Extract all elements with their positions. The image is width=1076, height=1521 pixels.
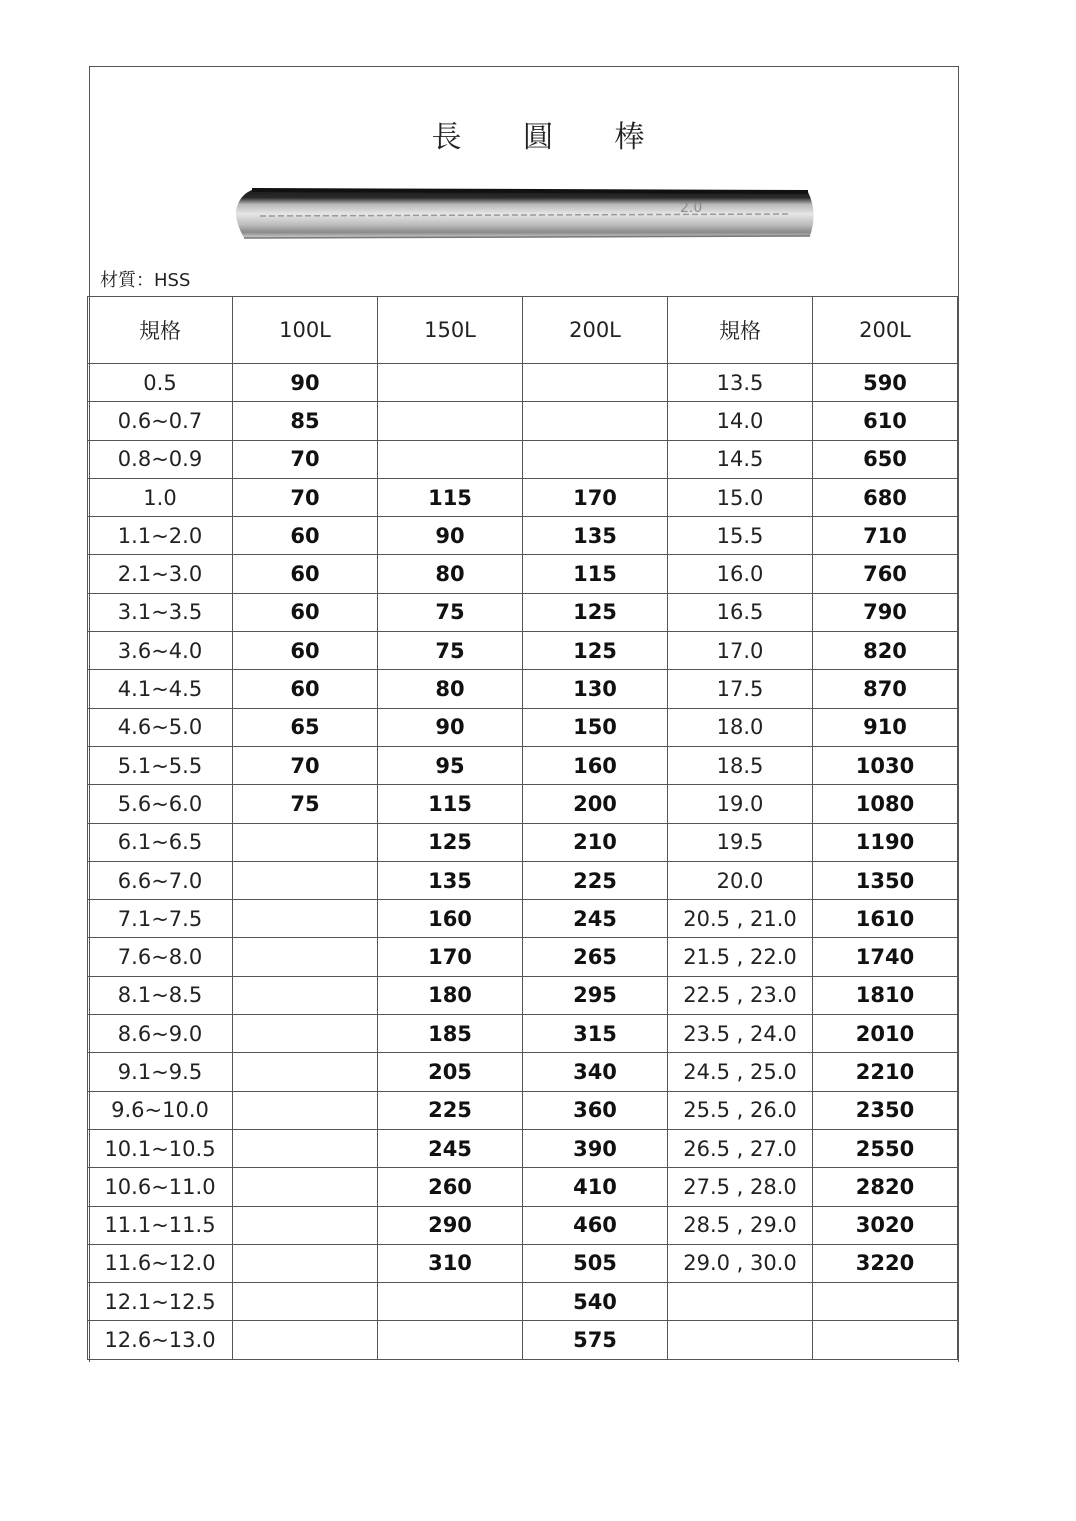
table-row <box>88 478 958 516</box>
cell-spec: 7.1~7.5 <box>88 900 233 938</box>
cell-price-150l: 90 <box>378 517 523 555</box>
table-row <box>88 823 958 861</box>
cell-price-150l: 115 <box>378 785 523 823</box>
cell-price-150l: 260 <box>378 1168 523 1206</box>
table-row <box>88 1129 958 1167</box>
header-spec-2: 規格 <box>668 297 813 364</box>
cell-spec-2: 26.5 , 27.0 <box>668 1129 813 1167</box>
cell-spec-2: 19.0 <box>668 785 813 823</box>
cell-price-200l-2: 2550 <box>813 1129 958 1167</box>
cell-price-200l: 130 <box>523 670 668 708</box>
table-row <box>88 440 958 478</box>
table-row <box>88 1321 958 1359</box>
cell-price-200l-2: 870 <box>813 670 958 708</box>
cell-price-200l <box>523 440 668 478</box>
cell-spec-2: 22.5 , 23.0 <box>668 976 813 1014</box>
cell-price-150l <box>378 364 523 402</box>
table-row <box>88 785 958 823</box>
table-row <box>88 364 958 402</box>
page-title: 長 圓 棒 <box>431 120 671 155</box>
cell-spec-2: 20.0 <box>668 861 813 899</box>
table-row <box>88 938 958 976</box>
cell-spec-2: 18.0 <box>668 708 813 746</box>
cell-price-100l <box>233 823 378 861</box>
cell-price-150l: 75 <box>378 593 523 631</box>
cell-price-200l: 115 <box>523 555 668 593</box>
cell-price-200l: 125 <box>523 593 668 631</box>
cell-spec: 11.6~12.0 <box>88 1244 233 1282</box>
cell-spec: 0.5 <box>88 364 233 402</box>
cell-spec: 5.6~6.0 <box>88 785 233 823</box>
cell-price-150l: 80 <box>378 555 523 593</box>
cell-price-200l: 135 <box>523 517 668 555</box>
cell-spec-2: 21.5 , 22.0 <box>668 938 813 976</box>
table-row <box>88 1244 958 1282</box>
cell-price-150l: 75 <box>378 632 523 670</box>
cell-price-200l: 460 <box>523 1206 668 1244</box>
cell-price-200l: 575 <box>523 1321 668 1359</box>
cell-price-100l: 60 <box>233 632 378 670</box>
price-table <box>87 296 958 1360</box>
cell-spec: 7.6~8.0 <box>88 938 233 976</box>
cell-spec-2: 25.5 , 26.0 <box>668 1091 813 1129</box>
cell-spec: 1.1~2.0 <box>88 517 233 555</box>
cell-spec: 0.6~0.7 <box>88 402 233 440</box>
cell-spec: 6.6~7.0 <box>88 861 233 899</box>
cell-spec: 3.1~3.5 <box>88 593 233 631</box>
cell-price-200l: 160 <box>523 746 668 784</box>
cell-spec: 8.6~9.0 <box>88 1015 233 1053</box>
cell-price-200l: 315 <box>523 1015 668 1053</box>
cell-price-150l <box>378 1321 523 1359</box>
cell-spec-2: 27.5 , 28.0 <box>668 1168 813 1206</box>
cell-price-200l: 265 <box>523 938 668 976</box>
cell-price-200l-2: 2820 <box>813 1168 958 1206</box>
cell-price-100l <box>233 1091 378 1129</box>
table-row <box>88 670 958 708</box>
cell-price-200l-2: 760 <box>813 555 958 593</box>
cell-price-200l-2: 1610 <box>813 900 958 938</box>
table-header-row <box>88 297 958 364</box>
cell-price-100l: 60 <box>233 670 378 708</box>
table-row <box>88 1091 958 1129</box>
cell-price-200l: 410 <box>523 1168 668 1206</box>
cell-spec-2: 20.5 , 21.0 <box>668 900 813 938</box>
cell-price-150l: 90 <box>378 708 523 746</box>
table-row <box>88 1053 958 1091</box>
cell-spec: 0.8~0.9 <box>88 440 233 478</box>
cell-price-200l-2: 1740 <box>813 938 958 976</box>
cell-spec-2: 19.5 <box>668 823 813 861</box>
cell-price-200l-2: 1810 <box>813 976 958 1014</box>
cell-spec-2: 16.5 <box>668 593 813 631</box>
cell-price-150l: 95 <box>378 746 523 784</box>
table-row <box>88 861 958 899</box>
cell-price-150l: 80 <box>378 670 523 708</box>
cell-price-200l-2: 1190 <box>813 823 958 861</box>
cell-price-200l: 360 <box>523 1091 668 1129</box>
cell-spec: 6.1~6.5 <box>88 823 233 861</box>
header-200l: 200L <box>523 297 668 364</box>
cell-price-200l: 210 <box>523 823 668 861</box>
cell-price-150l: 170 <box>378 938 523 976</box>
cell-price-150l: 205 <box>378 1053 523 1091</box>
table-row <box>88 708 958 746</box>
cell-price-200l: 390 <box>523 1129 668 1167</box>
cell-spec: 12.6~13.0 <box>88 1321 233 1359</box>
cell-spec-2: 15.0 <box>668 478 813 516</box>
cell-price-150l <box>378 402 523 440</box>
cell-spec-2: 18.5 <box>668 746 813 784</box>
cell-price-100l: 85 <box>233 402 378 440</box>
cell-price-200l-2: 2350 <box>813 1091 958 1129</box>
cell-price-200l: 340 <box>523 1053 668 1091</box>
cell-price-150l: 290 <box>378 1206 523 1244</box>
cell-price-200l: 295 <box>523 976 668 1014</box>
cell-price-200l-2: 1350 <box>813 861 958 899</box>
cell-spec-2: 15.5 <box>668 517 813 555</box>
cell-price-100l: 65 <box>233 708 378 746</box>
table-row <box>88 746 958 784</box>
table-row <box>88 593 958 631</box>
cell-price-100l: 75 <box>233 785 378 823</box>
cell-price-200l: 125 <box>523 632 668 670</box>
cell-price-150l <box>378 440 523 478</box>
cell-price-200l-2: 710 <box>813 517 958 555</box>
cell-price-100l <box>233 1321 378 1359</box>
cell-spec-2 <box>668 1321 813 1359</box>
table-row <box>88 900 958 938</box>
cell-spec: 11.1~11.5 <box>88 1206 233 1244</box>
cell-price-100l <box>233 1206 378 1244</box>
cell-price-150l: 225 <box>378 1091 523 1129</box>
cell-spec-2: 14.5 <box>668 440 813 478</box>
cell-price-200l-2: 650 <box>813 440 958 478</box>
cell-price-100l <box>233 1244 378 1282</box>
cell-price-100l <box>233 1053 378 1091</box>
cell-spec: 12.1~12.5 <box>88 1283 233 1321</box>
cell-price-150l: 185 <box>378 1015 523 1053</box>
cell-price-100l: 70 <box>233 478 378 516</box>
table-row <box>88 555 958 593</box>
cell-price-100l <box>233 976 378 1014</box>
cell-price-100l: 60 <box>233 517 378 555</box>
cell-spec-2 <box>668 1283 813 1321</box>
cell-price-200l: 245 <box>523 900 668 938</box>
cell-price-150l: 115 <box>378 478 523 516</box>
cell-price-150l: 310 <box>378 1244 523 1282</box>
cell-spec: 9.1~9.5 <box>88 1053 233 1091</box>
cell-price-200l-2: 820 <box>813 632 958 670</box>
table-row <box>88 1015 958 1053</box>
cell-spec: 4.1~4.5 <box>88 670 233 708</box>
cell-price-100l <box>233 938 378 976</box>
cell-price-200l-2: 910 <box>813 708 958 746</box>
cell-spec-2: 29.0 , 30.0 <box>668 1244 813 1282</box>
cell-spec: 2.1~3.0 <box>88 555 233 593</box>
table-body <box>88 364 958 1360</box>
cell-price-150l <box>378 1283 523 1321</box>
cell-spec: 1.0 <box>88 478 233 516</box>
cell-price-200l-2: 680 <box>813 478 958 516</box>
cell-price-100l: 60 <box>233 593 378 631</box>
cell-spec: 3.6~4.0 <box>88 632 233 670</box>
table-row <box>88 402 958 440</box>
cell-price-150l: 160 <box>378 900 523 938</box>
cell-spec-2: 23.5 , 24.0 <box>668 1015 813 1053</box>
rod-marking: 2.0 <box>680 200 703 216</box>
cell-price-200l-2: 2010 <box>813 1015 958 1053</box>
cell-price-200l: 225 <box>523 861 668 899</box>
cell-price-100l <box>233 1015 378 1053</box>
cell-price-150l: 180 <box>378 976 523 1014</box>
cell-price-200l: 150 <box>523 708 668 746</box>
cell-price-100l <box>233 861 378 899</box>
cell-spec: 5.1~5.5 <box>88 746 233 784</box>
cell-price-100l: 70 <box>233 746 378 784</box>
cell-price-200l: 505 <box>523 1244 668 1282</box>
cell-price-100l: 90 <box>233 364 378 402</box>
table-row <box>88 1168 958 1206</box>
cell-spec-2: 14.0 <box>668 402 813 440</box>
header-100l: 100L <box>233 297 378 364</box>
cell-price-200l-2 <box>813 1321 958 1359</box>
table-row <box>88 976 958 1014</box>
cell-spec: 9.6~10.0 <box>88 1091 233 1129</box>
cell-price-200l <box>523 364 668 402</box>
cell-price-200l: 540 <box>523 1283 668 1321</box>
table-row <box>88 1206 958 1244</box>
header-150l: 150L <box>378 297 523 364</box>
cell-spec-2: 13.5 <box>668 364 813 402</box>
rod-image <box>230 186 818 242</box>
cell-price-100l: 70 <box>233 440 378 478</box>
cell-spec: 8.1~8.5 <box>88 976 233 1014</box>
table-row <box>88 632 958 670</box>
cell-price-200l-2: 610 <box>813 402 958 440</box>
cell-price-200l-2: 790 <box>813 593 958 631</box>
header-200l-2: 200L <box>813 297 958 364</box>
header-spec: 規格 <box>88 297 233 364</box>
table-row <box>88 1283 958 1321</box>
cell-spec-2: 28.5 , 29.0 <box>668 1206 813 1244</box>
cell-price-200l: 170 <box>523 478 668 516</box>
table-row <box>88 517 958 555</box>
cell-price-200l: 200 <box>523 785 668 823</box>
cell-price-100l <box>233 900 378 938</box>
cell-spec: 10.6~11.0 <box>88 1168 233 1206</box>
cell-price-200l-2: 1030 <box>813 746 958 784</box>
cell-price-100l <box>233 1168 378 1206</box>
cell-price-150l: 125 <box>378 823 523 861</box>
cell-spec-2: 17.5 <box>668 670 813 708</box>
cell-spec-2: 16.0 <box>668 555 813 593</box>
cell-price-200l-2: 1080 <box>813 785 958 823</box>
cell-spec-2: 17.0 <box>668 632 813 670</box>
cell-price-200l-2 <box>813 1283 958 1321</box>
cell-price-150l: 135 <box>378 861 523 899</box>
cell-price-200l-2: 3220 <box>813 1244 958 1282</box>
cell-price-200l <box>523 402 668 440</box>
cell-spec-2: 24.5 , 25.0 <box>668 1053 813 1091</box>
material-label: 材質：HSS <box>100 270 191 291</box>
cell-price-200l-2: 2210 <box>813 1053 958 1091</box>
cell-spec: 4.6~5.0 <box>88 708 233 746</box>
cell-spec: 10.1~10.5 <box>88 1129 233 1167</box>
cell-price-100l: 60 <box>233 555 378 593</box>
cell-price-150l: 245 <box>378 1129 523 1167</box>
cell-price-200l-2: 590 <box>813 364 958 402</box>
cell-price-100l <box>233 1283 378 1321</box>
cell-price-100l <box>233 1129 378 1167</box>
cell-price-200l-2: 3020 <box>813 1206 958 1244</box>
